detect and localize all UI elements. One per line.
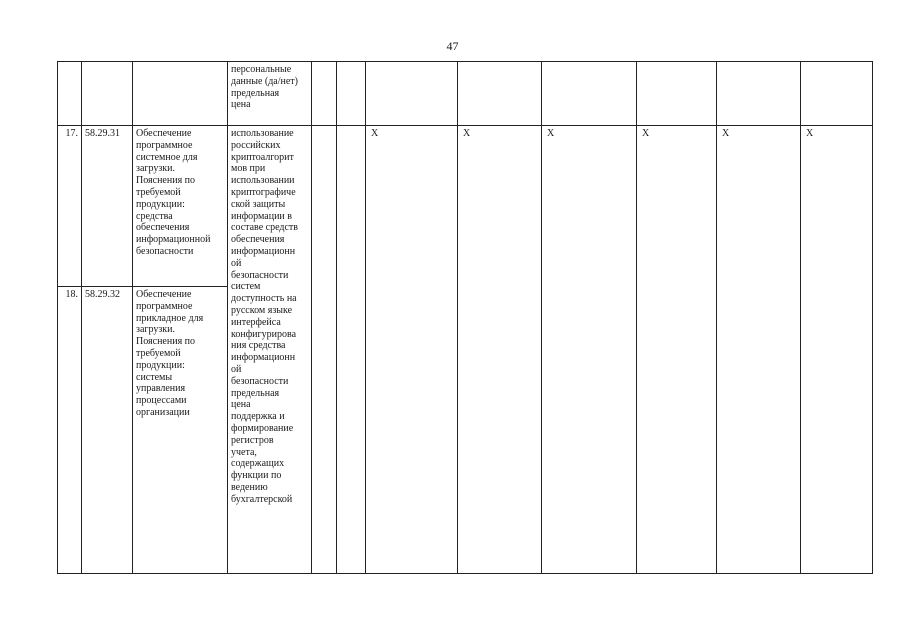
table-cell bbox=[637, 62, 717, 126]
table-cell bbox=[801, 62, 873, 126]
table-cell bbox=[337, 126, 366, 574]
okpd-code: 58.29.31 bbox=[82, 126, 133, 287]
table-cell bbox=[717, 62, 801, 126]
table-cell bbox=[312, 126, 337, 574]
table-row bbox=[58, 126, 873, 287]
table-cell bbox=[133, 62, 228, 126]
product-name-cell bbox=[133, 126, 228, 287]
table-cell bbox=[337, 62, 366, 126]
characteristics-text: использование российских криптоалгорит мов при использовании криптографиче ской защиты информации в составе средств обеспечения информационн ой безопасности систем доступность на русском языке интерфейса конфигурирова ния средства информационн ой безопасности предельная цена поддержка и формирование регистров учета, содержащих функции по ведению бухгалтерской bbox=[231, 128, 299, 505]
characteristics-cell bbox=[228, 126, 312, 574]
page-number: 47 bbox=[446, 39, 459, 53]
characteristic-cell bbox=[228, 62, 312, 126]
row-number: 18. bbox=[58, 287, 82, 574]
table-cell bbox=[366, 62, 458, 126]
characteristic-text: персональные данные (да/нет) предельная цена bbox=[231, 64, 299, 111]
table-row bbox=[58, 62, 873, 126]
x-mark: X bbox=[458, 126, 542, 574]
procurement-table bbox=[57, 61, 873, 574]
product-name-cell bbox=[133, 287, 228, 574]
table-cell bbox=[82, 62, 133, 126]
x-mark: X bbox=[717, 126, 801, 574]
row-number: 17. bbox=[58, 126, 82, 287]
x-mark: X bbox=[801, 126, 873, 574]
x-mark: X bbox=[542, 126, 637, 574]
x-mark: X bbox=[637, 126, 717, 574]
table-cell bbox=[458, 62, 542, 126]
product-name: Обеспечение программное прикладное для загрузки. Пояснения по требуемой продукции: системы управления процессами организации bbox=[136, 289, 204, 418]
okpd-code: 58.29.32 bbox=[82, 287, 133, 574]
product-name: Обеспечение программное системное для загрузки. Пояснения по требуемой продукции: средства обеспечения информационной безопасности bbox=[136, 128, 211, 257]
x-mark: X bbox=[366, 126, 458, 574]
table-cell bbox=[58, 62, 82, 126]
table-cell bbox=[542, 62, 637, 126]
table-cell bbox=[312, 62, 337, 126]
